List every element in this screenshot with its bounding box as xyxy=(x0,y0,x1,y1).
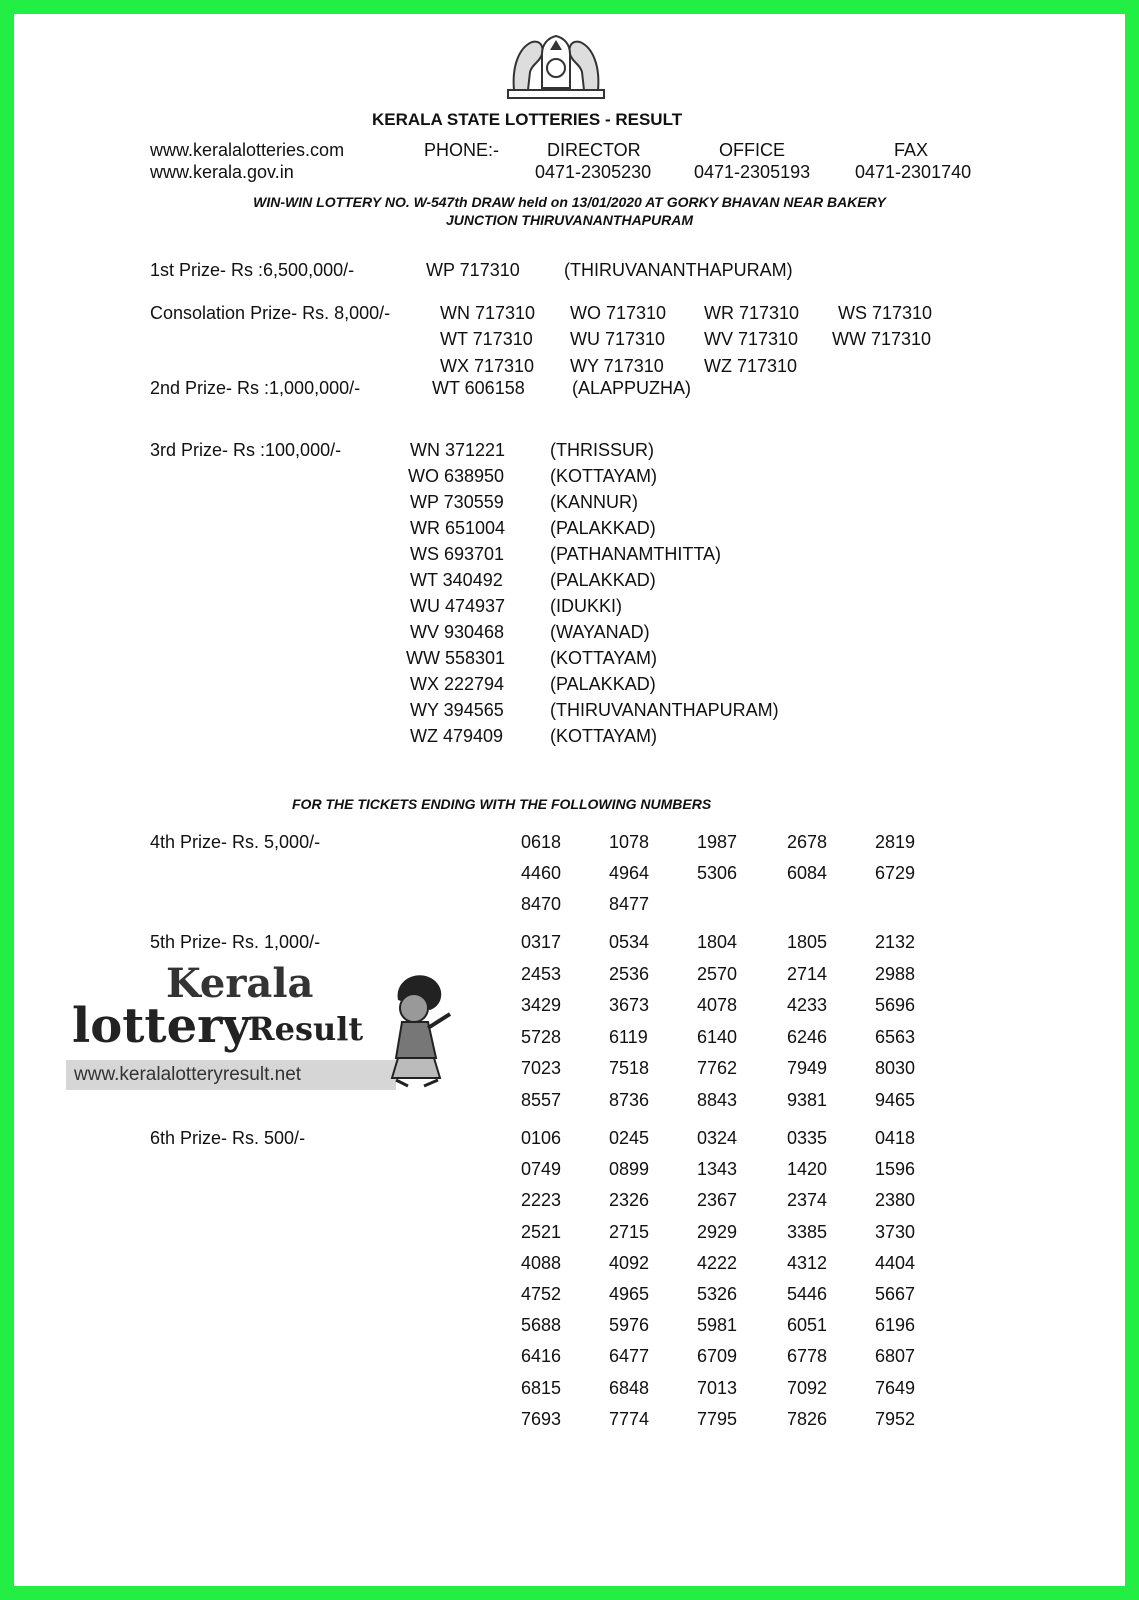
prize-number: 6246 xyxy=(787,1026,828,1047)
prize-number: 1596 xyxy=(875,1159,916,1180)
consolation-ticket: WV 717310 xyxy=(704,329,799,349)
third-prize-ticket: WX 222794 xyxy=(410,674,505,694)
prize-number: 6119 xyxy=(609,1026,648,1047)
prize-number: 7826 xyxy=(787,1408,828,1429)
prize-number: 6563 xyxy=(875,1026,916,1047)
consolation-ticket: WN 717310 xyxy=(440,303,536,323)
prize-number: 2223 xyxy=(521,1190,562,1211)
prize-number: 0317 xyxy=(521,932,562,952)
draw-info-line-1: WIN-WIN LOTTERY NO. W-547th DRAW held on 13/01/2020 AT GORKY BHAVAN NEAR BAKERY xyxy=(253,194,886,210)
watermark-kerala-text: Kerala xyxy=(166,960,314,1007)
prize-number: 2521 xyxy=(521,1221,562,1242)
prize-number: 8843 xyxy=(697,1090,738,1110)
prize-number: 0534 xyxy=(609,932,650,952)
prize-number: 4965 xyxy=(609,1284,650,1304)
prize-number: 5728 xyxy=(521,1026,562,1047)
prize-number: 5688 xyxy=(521,1315,562,1336)
prize-number: 3730 xyxy=(875,1221,916,1242)
prize-number: 0335 xyxy=(787,1128,828,1148)
prize-number: 0618 xyxy=(521,832,562,852)
prize-number: 0106 xyxy=(521,1128,562,1148)
prize-number: 5306 xyxy=(697,863,738,883)
third-prize-place: (PALAKKAD) xyxy=(550,674,656,694)
prize-number: 3429 xyxy=(521,995,562,1016)
prize-number: 2536 xyxy=(609,963,650,984)
ending-numbers-note: FOR THE TICKETS ENDING WITH THE FOLLOWING NUMBERS xyxy=(292,796,712,812)
third-prize-ticket: WV 930468 xyxy=(410,622,505,642)
prize-number: 8557 xyxy=(521,1090,562,1110)
office-label: OFFICE xyxy=(719,140,785,160)
prize-number: 0418 xyxy=(875,1128,916,1148)
prize-number: 9381 xyxy=(787,1090,828,1110)
third-prize-place: (PALAKKAD) xyxy=(550,518,656,538)
watermark-result-text: Result xyxy=(248,1010,364,1048)
prize-number: 7023 xyxy=(521,1058,562,1079)
prize-number: 0899 xyxy=(609,1159,650,1180)
prize-number: 2132 xyxy=(875,932,916,952)
second-prize-label: 2nd Prize- Rs :1,000,000/- xyxy=(150,378,361,398)
third-prize-ticket: WN 371221 xyxy=(410,440,506,460)
second-prize-ticket: WT 606158 xyxy=(432,378,525,398)
prize-number: 0749 xyxy=(521,1159,562,1180)
prize-number: 4222 xyxy=(697,1252,738,1273)
prize-number: 3673 xyxy=(609,995,650,1016)
prize-number: 7774 xyxy=(609,1408,650,1429)
third-prize-place: (WAYANAD) xyxy=(550,622,650,642)
prize-number: 6709 xyxy=(697,1346,738,1367)
prize-number: 6084 xyxy=(787,863,828,883)
prize-number: 4404 xyxy=(875,1252,916,1273)
prize-number: 6140 xyxy=(697,1026,738,1047)
prize-number: 7762 xyxy=(697,1058,738,1079)
consolation-ticket: WU 717310 xyxy=(570,329,666,349)
prize-number: 2380 xyxy=(875,1190,916,1211)
office-phone: 0471-2305193 xyxy=(694,162,811,182)
prize-number: 2453 xyxy=(521,963,562,984)
prize-number: 5326 xyxy=(697,1284,738,1304)
prize-number: 8470 xyxy=(521,894,562,914)
third-prize-ticket: WU 474937 xyxy=(410,596,506,616)
prize-number: 7518 xyxy=(609,1058,650,1079)
third-prize-place: (PATHANAMTHITTA) xyxy=(550,544,721,564)
prize-number: 1420 xyxy=(787,1159,828,1180)
prize-number: 5446 xyxy=(787,1284,828,1304)
website-link-1[interactable]: www.keralalotteries.com xyxy=(150,140,345,160)
prize-number: 2367 xyxy=(697,1190,738,1211)
prize-number: 2929 xyxy=(697,1221,738,1242)
prize-number: 2570 xyxy=(697,963,738,984)
prize-number: 6416 xyxy=(521,1346,562,1367)
prize-number: 2714 xyxy=(787,963,828,984)
first-prize-place: (THIRUVANANTHAPURAM) xyxy=(564,260,793,280)
consolation-ticket: WW 717310 xyxy=(832,329,932,349)
prize-number: 2819 xyxy=(875,832,916,852)
consolation-ticket: WX 717310 xyxy=(440,356,535,376)
website-link-2[interactable]: www.kerala.gov.in xyxy=(150,162,294,182)
prize-number: 6807 xyxy=(875,1346,916,1367)
third-prize-place: (THRISSUR) xyxy=(550,440,654,460)
third-prize-place: (KOTTAYAM) xyxy=(550,466,657,486)
prize-number: 7649 xyxy=(875,1377,916,1398)
second-prize-place: (ALAPPUZHA) xyxy=(572,378,692,398)
draw-info-line-2: JUNCTION THIRUVANANTHAPURAM xyxy=(445,212,694,228)
prize-number: 7949 xyxy=(787,1058,828,1079)
third-prize-ticket: WT 340492 xyxy=(410,570,503,590)
prize-number: 4233 xyxy=(787,995,828,1016)
prize-number: 7013 xyxy=(697,1377,738,1398)
consolation-prize-label: Consolation Prize- Rs. 8,000/- xyxy=(150,303,391,323)
prize-number: 1805 xyxy=(787,932,828,952)
prize-number: 7092 xyxy=(787,1377,828,1398)
prize-number: 4312 xyxy=(787,1252,828,1273)
prize-number: 2326 xyxy=(609,1190,650,1211)
sixth-prize-label: 6th Prize- Rs. 500/- xyxy=(150,1128,306,1148)
first-prize-label: 1st Prize- Rs :6,500,000/- xyxy=(150,260,355,280)
prize-number: 4752 xyxy=(521,1284,562,1304)
third-prize-place: (THIRUVANANTHAPURAM) xyxy=(550,700,779,720)
prize-number: 5981 xyxy=(697,1315,738,1336)
third-prize-place: (PALAKKAD) xyxy=(550,570,656,590)
fourth-prize-label: 4th Prize- Rs. 5,000/- xyxy=(150,832,321,852)
prize-number: 8030 xyxy=(875,1058,916,1079)
third-prize-label: 3rd Prize- Rs :100,000/- xyxy=(150,440,342,460)
director-phone: 0471-2305230 xyxy=(535,162,652,182)
prize-number: 6729 xyxy=(875,863,916,883)
prize-number: 7693 xyxy=(521,1408,562,1429)
consolation-ticket: WO 717310 xyxy=(570,303,667,323)
consolation-ticket: WR 717310 xyxy=(704,303,800,323)
consolation-ticket: WT 717310 xyxy=(440,329,533,349)
prize-number: 6778 xyxy=(787,1346,828,1367)
director-label: DIRECTOR xyxy=(547,140,641,160)
prize-number: 1343 xyxy=(697,1159,738,1180)
prize-number: 7795 xyxy=(697,1408,738,1429)
prize-number: 6477 xyxy=(609,1346,650,1367)
third-prize-ticket: WR 651004 xyxy=(410,518,506,538)
prize-number: 1804 xyxy=(697,932,738,952)
third-prize-ticket: WS 693701 xyxy=(410,544,505,564)
third-prize-place: (KOTTAYAM) xyxy=(550,726,657,746)
watermark-logo xyxy=(66,960,466,1092)
prize-number: 4460 xyxy=(521,863,562,883)
prize-number: 8736 xyxy=(609,1090,650,1110)
prize-number: 5976 xyxy=(609,1315,650,1336)
consolation-ticket: WY 717310 xyxy=(570,356,664,376)
prize-number: 6196 xyxy=(875,1315,916,1336)
prize-number: 4964 xyxy=(609,863,650,883)
prize-number: 9465 xyxy=(875,1090,916,1110)
prize-number: 2988 xyxy=(875,963,916,984)
prize-number: 0245 xyxy=(609,1128,650,1148)
third-prize-ticket: WP 730559 xyxy=(410,492,504,512)
third-prize-ticket: WW 558301 xyxy=(406,648,506,668)
watermark-url-text: www.keralalotteryresult.net xyxy=(74,1064,302,1085)
third-prize-ticket: WO 638950 xyxy=(408,466,505,486)
prize-number: 4088 xyxy=(521,1252,562,1273)
fax-phone: 0471-2301740 xyxy=(855,162,972,182)
third-prize-ticket: WY 394565 xyxy=(410,700,504,720)
first-prize-ticket: WP 717310 xyxy=(426,260,520,280)
third-prize-place: (KANNUR) xyxy=(550,492,638,512)
prize-number: 5696 xyxy=(875,995,916,1016)
prize-number: 6815 xyxy=(521,1377,562,1398)
prize-number: 3385 xyxy=(787,1221,828,1242)
third-prize-place: (IDUKKI) xyxy=(550,596,622,616)
prize-number: 6051 xyxy=(787,1315,828,1336)
prize-number: 4078 xyxy=(697,995,738,1016)
prize-number: 0324 xyxy=(697,1128,738,1148)
prize-number: 8477 xyxy=(609,894,650,914)
prize-number: 7952 xyxy=(875,1408,916,1429)
watermark-mascot xyxy=(384,970,454,1088)
fax-label: FAX xyxy=(894,140,929,160)
fifth-prize-label: 5th Prize- Rs. 1,000/- xyxy=(150,932,321,952)
watermark-lottery-text: lottery xyxy=(72,998,251,1054)
prize-number: 5667 xyxy=(875,1284,916,1304)
prize-number: 1078 xyxy=(609,832,650,852)
prize-number: 1987 xyxy=(697,832,738,852)
prize-number: 6848 xyxy=(609,1377,650,1398)
prize-number: 4092 xyxy=(609,1252,650,1273)
prize-number: 2678 xyxy=(787,832,828,852)
kerala-emblem xyxy=(506,28,606,104)
page-title: KERALA STATE LOTTERIES - RESULT xyxy=(372,110,683,129)
prize-number: 2374 xyxy=(787,1190,828,1211)
third-prize-place: (KOTTAYAM) xyxy=(550,648,657,668)
consolation-ticket: WS 717310 xyxy=(838,303,933,323)
prize-number: 2715 xyxy=(609,1221,650,1242)
third-prize-ticket: WZ 479409 xyxy=(410,726,504,746)
phone-label: PHONE:- xyxy=(424,140,500,160)
consolation-ticket: WZ 717310 xyxy=(704,356,798,376)
